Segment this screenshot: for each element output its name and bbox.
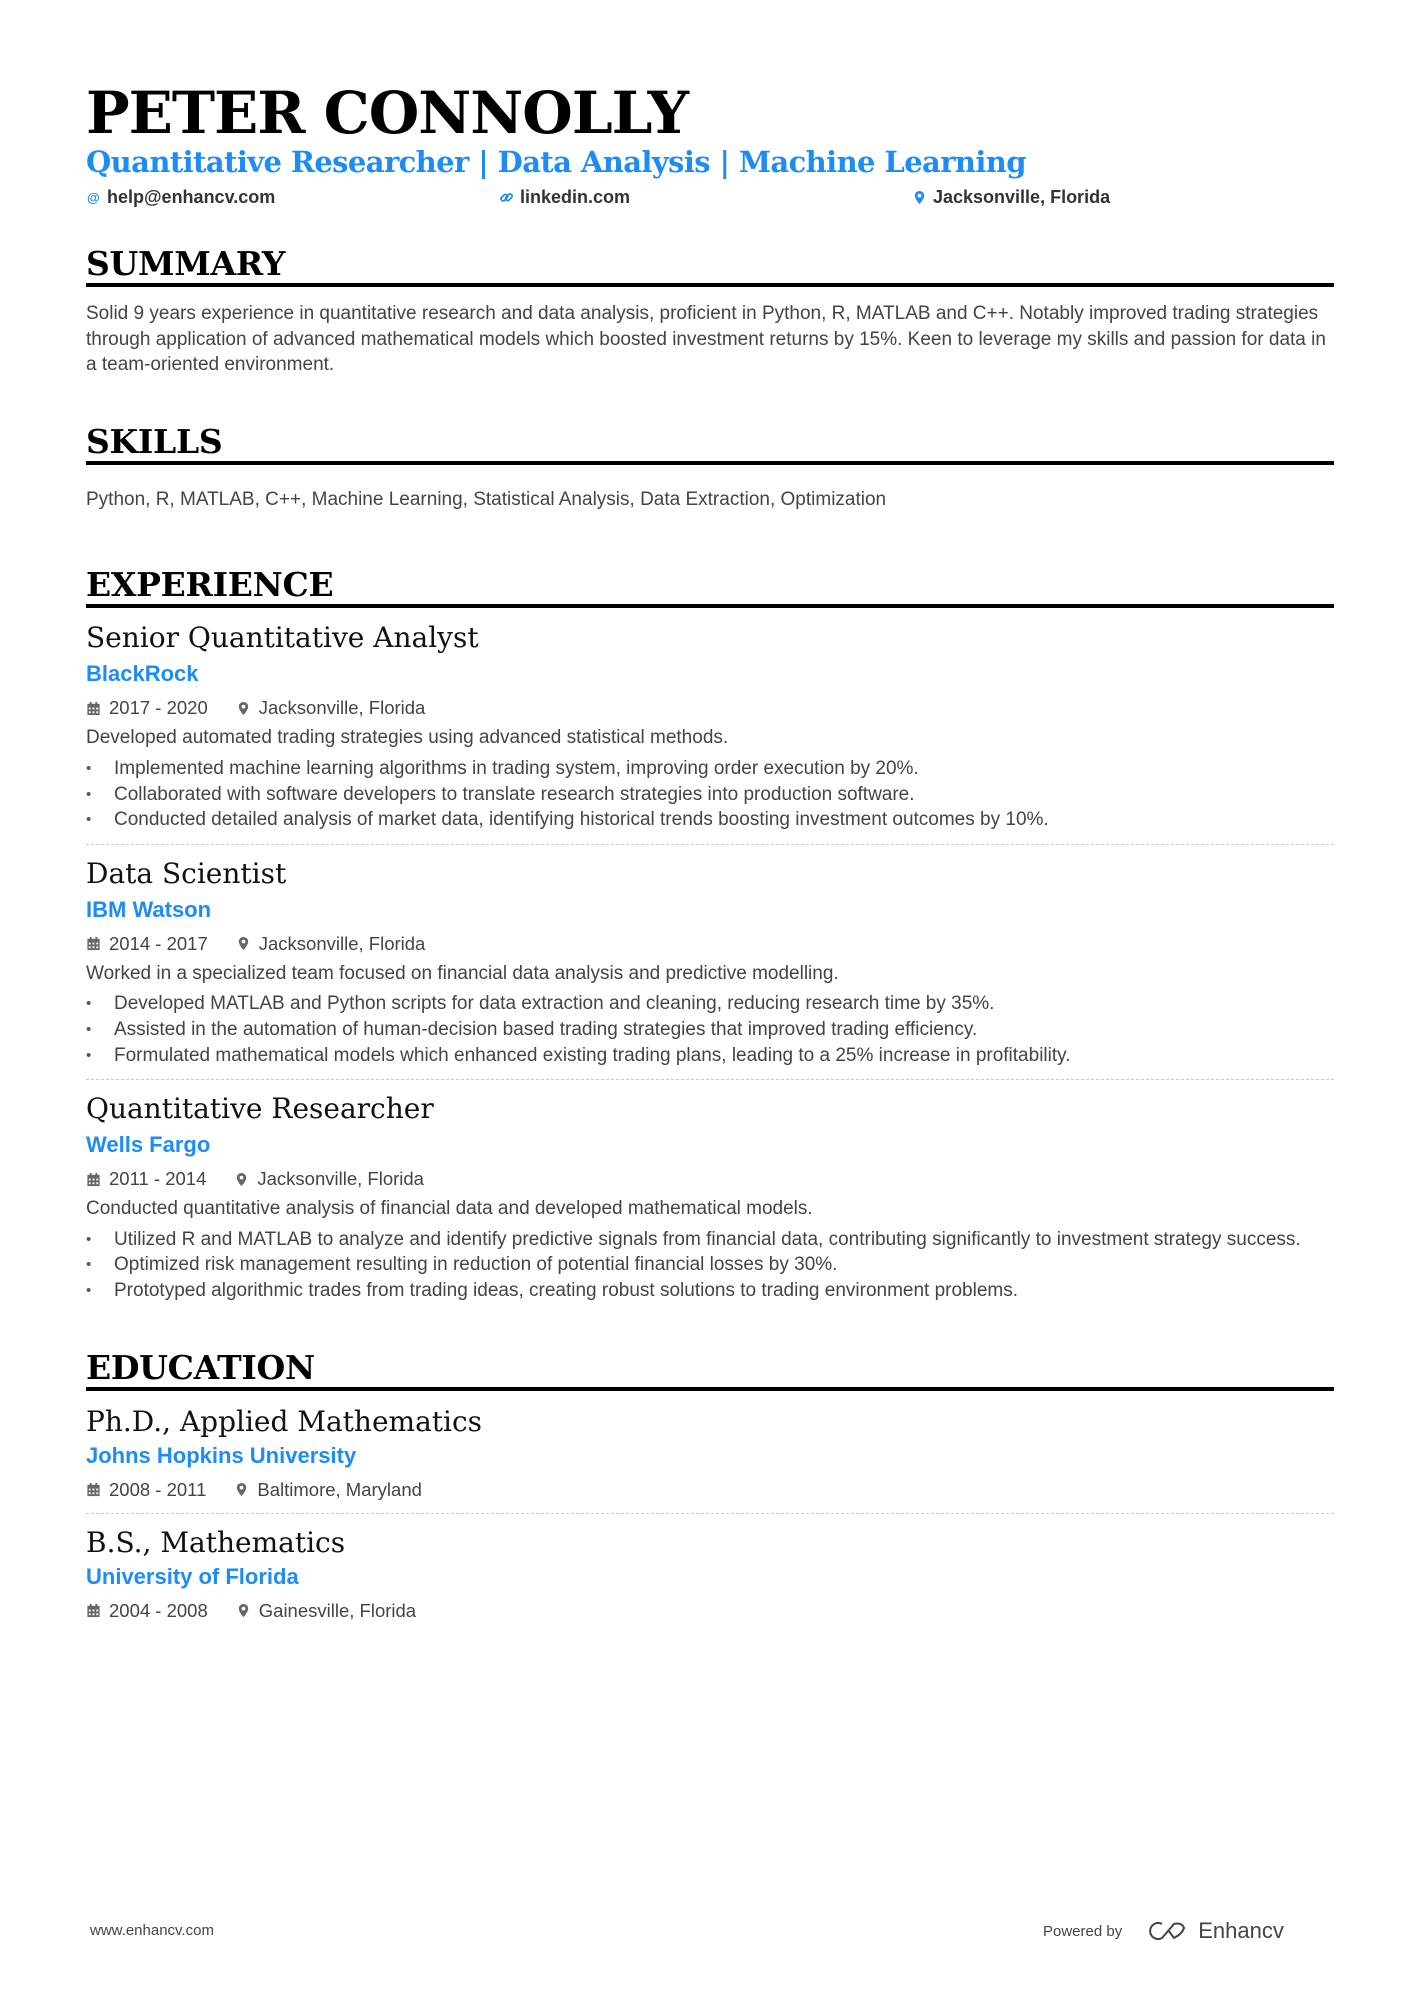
linkedin-text: linkedin.com — [520, 187, 631, 207]
section-title: EDUCATION — [86, 1349, 1334, 1391]
section-title: SKILLS — [86, 423, 1334, 465]
entry-meta — [86, 695, 1334, 721]
education-section — [86, 1349, 1334, 1624]
achievement-item: • Conducted detailed analysis of market data, identifying historical trends boosting investment outcomes by 10%. — [86, 807, 1334, 833]
location-pin-icon — [236, 936, 251, 951]
entry-location — [234, 1166, 424, 1192]
experience-section — [86, 566, 1334, 1303]
date-range — [86, 695, 208, 721]
at-icon — [86, 190, 101, 205]
date-range — [86, 931, 208, 957]
achievement-list — [86, 756, 1334, 833]
degree: B.S., Mathematics — [86, 1525, 346, 1559]
location-text: Jacksonville, Florida — [258, 697, 426, 719]
section-title: EXPERIENCE — [86, 566, 1334, 608]
job-description: Worked in a specialized team focused on financial data analysis and predictive modelling. — [86, 962, 839, 984]
location-text: Jacksonville, Florida — [933, 187, 1111, 207]
summary-text: Solid 9 years experience in quantitative research and data analysis, proficient in Python, R, MATLAB and C++. Notably improved trading strategies through application of advanced mathematical models which boosted investment returns by 15%. Keen to leverage my skills and passion for data in a team-oriented environment. — [86, 303, 1326, 376]
achievement-item: • Developed MATLAB and Python scripts for data extraction and cleaning, reducing research time by 35%. — [86, 991, 1334, 1017]
brand-name: Enhancv — [1198, 1918, 1284, 1943]
entry-location — [234, 1477, 422, 1503]
company-name: IBM Watson — [86, 896, 212, 922]
footer-website[interactable]: www.enhancv.com — [90, 1922, 214, 1939]
entry-location — [236, 695, 426, 721]
degree: Ph.D., Applied Mathematics — [86, 1404, 483, 1438]
email-text: help@enhancv.com — [107, 187, 276, 207]
achievement-item: • Collaborated with software developers to translate research strategies into production software. — [86, 782, 1334, 808]
skills-text: Python, R, MATLAB, C++, Machine Learning, Statistical Analysis, Data Extraction, Optimization — [86, 488, 887, 510]
achievement-item: • Formulated mathematical models which enhanced existing trading plans, leading to a 25% increase in profitability. — [86, 1043, 1334, 1069]
education-entry — [86, 1526, 1334, 1624]
location-pin-icon — [234, 1482, 249, 1497]
date-text: 2004 - 2008 — [109, 1599, 208, 1621]
candidate-name: PETER CONNOLLY — [86, 79, 689, 147]
achievement-list — [86, 991, 1334, 1068]
candidate-headline: Quantitative Researcher | Data Analysis | Machine Learning — [86, 145, 1026, 179]
location-pin-icon — [912, 190, 927, 205]
achievement-item: • Optimized risk management resulting in reduction of potential financial losses by 30%. — [86, 1252, 1334, 1278]
company-name: Wells Fargo — [86, 1132, 211, 1158]
svg-text:@: @ — [86, 189, 100, 205]
section-title: SUMMARY — [86, 245, 1334, 287]
enhancv-logo[interactable] — [1148, 1918, 1284, 1944]
summary-section — [86, 245, 1334, 378]
calendar-icon — [86, 1603, 101, 1618]
enhancv-logo-icon — [1148, 1920, 1188, 1942]
date-range — [86, 1477, 206, 1503]
location-pin-icon — [236, 1603, 251, 1618]
entry-meta — [86, 1477, 1334, 1503]
school-name: Johns Hopkins University — [86, 1442, 357, 1468]
link-icon — [499, 190, 514, 205]
location-pin-icon — [234, 1172, 249, 1187]
footer-branding — [1043, 1918, 1284, 1944]
job-title: Data Scientist — [86, 856, 287, 890]
location-text: Jacksonville, Florida — [258, 932, 426, 954]
contact-location — [912, 185, 1110, 209]
date-range — [86, 1166, 206, 1192]
contact-linkedin[interactable] — [499, 185, 630, 209]
achievement-item: • Assisted in the automation of human-decision based trading strategies that improved trading efficiency. — [86, 1017, 1334, 1043]
job-description: Conducted quantitative analysis of financial data and developed mathematical models. — [86, 1198, 813, 1220]
company-name: BlackRock — [86, 661, 199, 687]
entry-meta — [86, 931, 1334, 957]
achievement-item: • Implemented machine learning algorithms in trading system, improving order execution by 20%. — [86, 756, 1334, 782]
experience-entry — [86, 621, 1334, 844]
location-text: Jacksonville, Florida — [257, 1168, 424, 1190]
resume-header — [86, 79, 1334, 209]
achievement-list — [86, 1227, 1334, 1304]
contact-info — [86, 185, 1334, 209]
location-text: Baltimore, Maryland — [257, 1478, 422, 1500]
experience-entry — [86, 857, 1334, 1080]
calendar-icon — [86, 701, 101, 716]
date-range — [86, 1598, 208, 1624]
job-description: Developed automated trading strategies using advanced statistical methods. — [86, 727, 729, 749]
calendar-icon — [86, 936, 101, 951]
entry-location — [236, 931, 426, 957]
skills-section — [86, 423, 1334, 513]
achievement-item: • Utilized R and MATLAB to analyze and identify predictive signals from financial data, contributing significantly to investment strategy success. — [86, 1227, 1334, 1253]
education-entry — [86, 1405, 1334, 1514]
location-pin-icon — [236, 701, 251, 716]
experience-entry — [86, 1092, 1334, 1303]
powered-by-label: Powered by — [1043, 1922, 1123, 1940]
entry-meta — [86, 1598, 1334, 1624]
calendar-icon — [86, 1172, 101, 1187]
date-text: 2017 - 2020 — [109, 697, 208, 719]
location-text: Gainesville, Florida — [258, 1599, 417, 1621]
school-name: University of Florida — [86, 1563, 299, 1589]
date-text: 2008 - 2011 — [109, 1478, 207, 1500]
calendar-icon — [86, 1482, 101, 1497]
date-text: 2011 - 2014 — [109, 1168, 207, 1190]
job-title: Senior Quantitative Analyst — [86, 621, 479, 655]
entry-meta — [86, 1166, 1334, 1192]
entry-location — [236, 1598, 416, 1624]
date-text: 2014 - 2017 — [109, 932, 208, 954]
job-title: Quantitative Researcher — [86, 1092, 434, 1126]
contact-email[interactable] — [86, 185, 275, 209]
achievement-item: • Prototyped algorithmic trades from trading ideas, creating robust solutions to trading environment problems. — [86, 1278, 1334, 1304]
